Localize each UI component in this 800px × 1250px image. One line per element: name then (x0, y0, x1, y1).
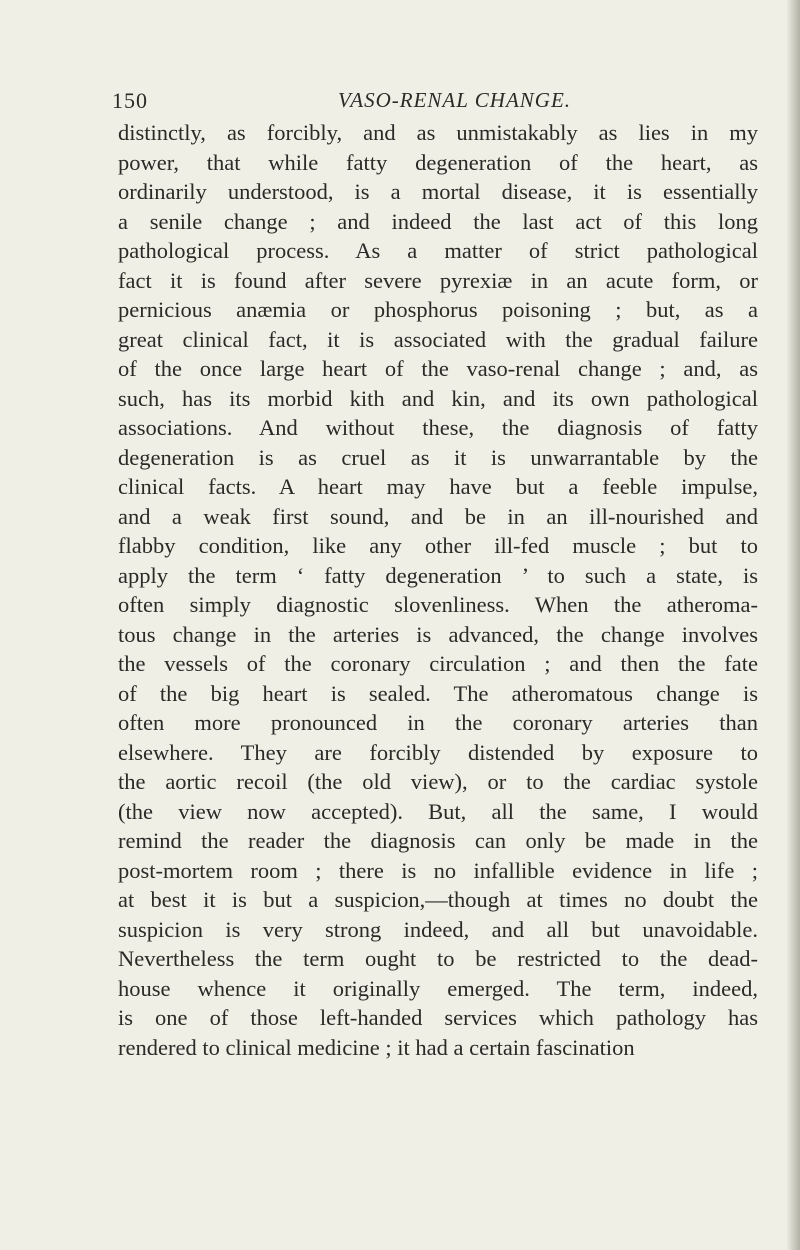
text-line: suspicion is very strong indeed, and all but unavoidable. (118, 916, 758, 942)
text-line: flabby condition, like any other ill-fed muscle ; but to (118, 533, 758, 558)
text-line: rendered to clinical medicine ; it had a certain fascination (118, 1034, 635, 1060)
text-line: elsewhere. They are forcibly distended by exposure to (118, 739, 758, 765)
text-line: such, has its morbid kith and kin, and its own pathological (118, 385, 758, 411)
body-text (118, 118, 758, 1062)
text-line: great clinical fact, it is associated with the gradual failure (118, 326, 758, 352)
page-header (112, 88, 712, 118)
text-line: remind the reader the diagnosis can only be made in the (118, 828, 758, 853)
text-line: power, that while fatty degeneration of the heart, as (118, 149, 758, 175)
text-line: of the once large heart of the vaso-renal change ; and, as (118, 356, 758, 381)
text-line: post-mortem room ; there is no infallible evidence in life ; (118, 857, 758, 883)
text-line: is one of those left-handed services which pathology has (118, 1005, 758, 1030)
page-edge-shadow (786, 0, 800, 1250)
text-line: apply the term ‘ fatty degeneration ’ to such a state, is (118, 562, 758, 588)
text-line: the vessels of the coronary circulation ; and then the fate (118, 651, 758, 676)
text-line: and a weak first sound, and be in an ill-nourished and (118, 503, 758, 529)
text-line: the aortic recoil (the old view), or to the cardiac systole (118, 769, 758, 794)
running-head: VASO-RENAL CHANGE. (338, 88, 572, 112)
text-line: fact it is found after severe pyrexiæ in an acute form, or (118, 267, 758, 293)
text-line: a senile change ; and indeed the last act of this long (118, 208, 758, 234)
text-line: clinical facts. A heart may have but a feeble impulse, (118, 474, 758, 499)
text-line: pathological process. As a matter of strict pathological (118, 238, 758, 263)
text-line: ordinarily understood, is a mortal disease, it is essentially (118, 179, 758, 204)
page-number: 150 (112, 88, 148, 113)
text-line: often simply diagnostic slovenliness. When the atheroma- (118, 592, 758, 617)
text-line: tous change in the arteries is advanced, the change involves (118, 621, 758, 647)
text-line: degeneration is as cruel as it is unwarrantable by the (118, 444, 758, 470)
text-line: (the view now accepted). But, all the same, I would (118, 798, 758, 824)
text-line: Nevertheless the term ought to be restricted to the dead- (118, 946, 758, 971)
text-line: often more pronounced in the coronary arteries than (118, 710, 758, 735)
text-line: associations. And without these, the diagnosis of fatty (118, 415, 758, 440)
text-line: pernicious anæmia or phosphorus poisoning ; but, as a (118, 297, 758, 322)
text-line: at best it is but a suspicion,—though at times no doubt the (118, 887, 758, 912)
text-line: of the big heart is sealed. The atheromatous change is (118, 680, 758, 706)
text-line: distinctly, as forcibly, and as unmistakably as lies in my (118, 120, 758, 145)
text-line: house whence it originally emerged. The term, indeed, (118, 975, 758, 1001)
